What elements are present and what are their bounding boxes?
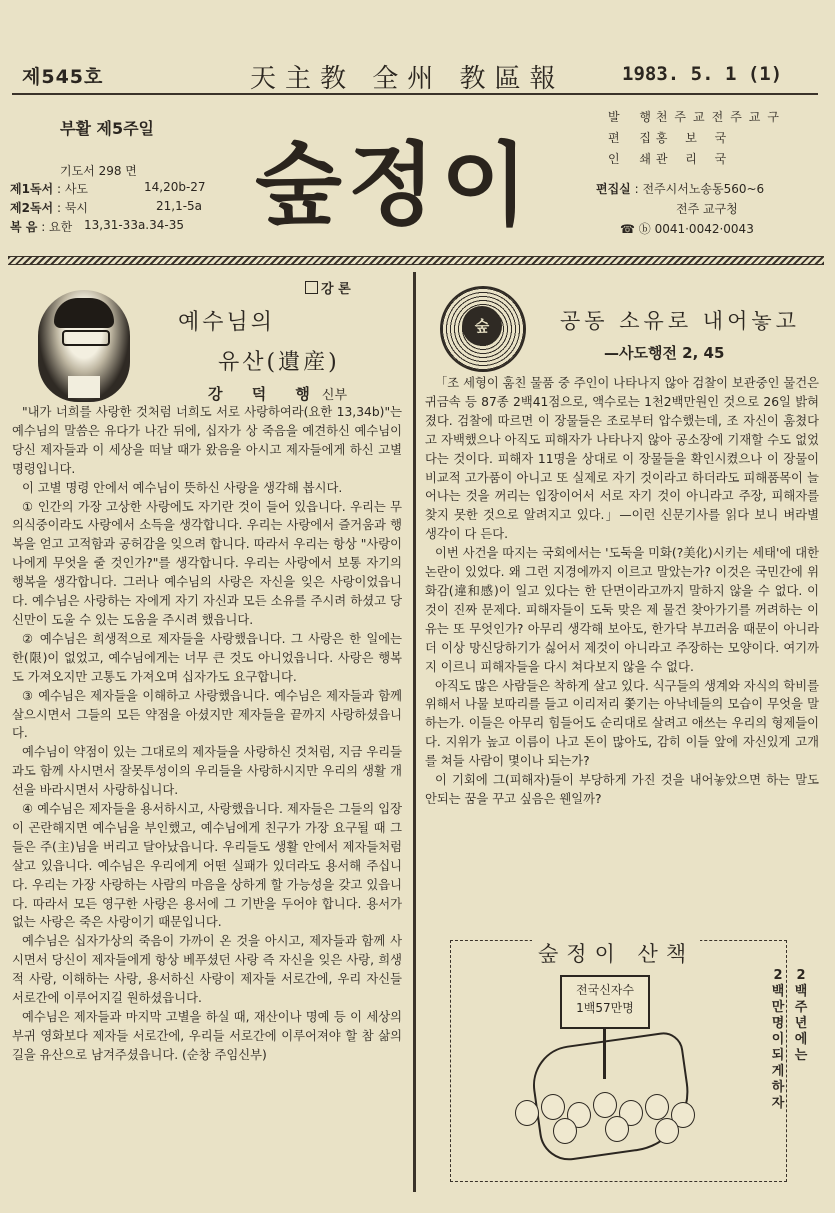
paragraph: 이 고별 명령 안에서 예수님이 뜻하신 사랑을 생각해 봅시다. [22, 480, 343, 495]
publisher-row: 편 집 홍 보 국 [608, 131, 734, 145]
column-title: 공동 소유로 내어놓고 [560, 309, 800, 333]
liturgical-sunday: 부활 제5주일 [60, 119, 154, 138]
editorial-body [12, 403, 402, 1065]
publisher-row: 인 쇄 관 리 국 [608, 152, 734, 166]
editorial-title: 예수님의 [178, 310, 276, 335]
masthead-title: 天主教 全州 教區報 [250, 64, 565, 94]
paragraph: 아직도 많은 사람들은 착하게 살고 있다. 식구들의 생계와 자식의 학비를 위해서 나물 보따리를 들고 이리저리 쫓기는 아낙네들의 모습이 무엇을 말하는가. 이들은 아무리 힘들어도 순리대로 살려고 애쓰는 우리의 형제들이다. 지위가 높고 이름이 나고 돈이 많아도, 감히 이들 앞에 자신있게 고개를 쳐들 사람이 몇이나 되는가? [425, 678, 819, 769]
paragraph: ④ 예수님은 제자들을 용서하시고, 사랑했읍니다. 제자들은 그들의 입장이 곤란해지면 예수님을 부인했고, 예수님에게 친구가 가장 요구될 때 그들은 주(主)님을 버리고 달아났읍니다. 우리들도 생활 안에서 제자들처럼 살고 있읍니다. 예수님은 우리에게 어떤 실패가 있더라도 용서해 주십니다. 우리는 가장 사랑하는 사람의 마음을 상하게 할 가능성을 갖고 있읍니다. 따라서 모든 영구한 사랑은 용서에 그 기반을 두어야 합니다. 용서가 없는 사랑은 죽은 사랑이기 때문입니다. [12, 802, 402, 930]
issue-date: 1983. 5. 1 (1) [622, 63, 783, 85]
reading-row: 제1독서 : 사도 14,20b-27 [10, 180, 206, 196]
section-divider [8, 256, 824, 265]
cartoon-sign: 전국신자수 1백57만명 [560, 975, 650, 1029]
editorial-title-line2: 유산(遺産) [218, 350, 340, 375]
issue-number: 제545호 [22, 66, 104, 88]
reading-row: 복 음 : 요한 13,31-33a.34-35 [10, 218, 184, 234]
section-tag: 강 론 [305, 278, 351, 297]
cartoon-caption: 2백만명이 되게하자 [771, 968, 785, 1111]
publisher-info [608, 108, 786, 171]
column-body [425, 374, 819, 809]
paragraph: 이번 사건을 따지는 국회에서는 '도둑을 미화(?美化)시키는 세태'에 대한 논란이 있었다. 왜 그런 지경에까지 이르고 말았는가? 이것은 국민간에 위화감(違和感)이 일고 있다는 한 단면이라고까지 말하지 않을 수 없다. 이것이 진짜 문제다. 피해자들이 도둑 맞은 제 물건 찾아가기를 꺼려하는 이유는 또 무엇인가? 아무리 생각해 보아도, 한가닥 부끄러움 때문이 아니라 더 이상 망신당하기가 싫어서 제것이 아니라고 주장하는 모양이다. 여기까지 이르니 피해자들을 다시 쳐다보지 않을 수 없다. [425, 546, 819, 674]
column-divider [413, 272, 416, 1192]
paragraph: 이 기회에 그(피해자)들이 부당하게 가진 것을 내어놓았으면 하는 말도 안되는 꿈을 꾸고 싶음은 웬일까? [425, 773, 819, 806]
paragraph: 「조 세형이 훔친 물품 중 주인이 나타나지 않아 검찰이 보관중인 물건은 귀금속 등 87종 2백41점으로, 액수로는 1천2백만원인 것으로 26일 밝혀졌다. 검찰에 따르면 이 장물들은 조로부터 압수했는데, 조 자신이 훔쳤다고 자백했으나 아직도 피해자가 나타나지 않아 공소장에 기재할 수도 없었다는 것이다. 피해자 11명을 상대로 이 장물들을 확인시켰으나 이 장물이 비교적 고가품이 아니고 또 실제로 자기 것이라고 하더라도 피해품목이 늘어나는 것을 꺼리는 입장이어서 서로 자기 것이 아니라고 주장, 피해자를 찾지 못한 것으로 알려지고 있다.」—이런 신문기사를 읽다 보니 벼라별 생각이 다 든다. [425, 376, 819, 542]
paragraph: ① 인간의 가장 고상한 사랑에도 자기란 것이 들어 있읍니다. 우리는 무의식중이라도 사랑에서 소득을 생각합니다. 우리는 사랑에서 즐거움과 행복을 얻고 고적함과 공허감을 잊으려 합니다. 따라서 우리는 항상 "사랑이 나에게 무엇을 줄 것인가?"를 생각합니다. 우리는 사랑에서 보통 자기의 행복을 생각합니다. 그러나 예수님의 사랑은 자신을 잊은 사랑이었읍니다. 예수님은 사랑하는 자에게 자기 자신과 모든 소유를 주시려 하셨고 당신만이 도울 수 있는 도움을 주시려 했읍니다. [12, 499, 402, 627]
phone-number: ☎ ⓑ 0041·0042·0043 [620, 222, 754, 236]
header-rule [12, 93, 818, 95]
newspaper-logo: 숲정이 [255, 133, 534, 238]
paragraph: "내가 너희를 사랑한 것처럼 너희도 서로 사랑하여라(요한 13,34b)"는 예수님의 말씀은 유다가 나간 뒤에, 십자가 상 죽음을 예견하신 예수님이 당신 제자들과 이 세상을 떠날 때가 왔음을 아시고 제자들에게 하신 고별 명령입니다. [12, 405, 402, 476]
crowd-drawing [505, 1080, 715, 1140]
column-subtitle: —사도행전 2, 45 [604, 344, 725, 362]
sign-pole [603, 1029, 606, 1079]
paragraph: ③ 예수님은 제자들을 이해하고 사랑했읍니다. 예수님은 제자들과 함께 살으시면서 그들의 모든 약점을 아셨지만 제자들을 끝까지 사랑하셨읍니다. [12, 688, 402, 741]
cartoon-title: 숲정이 산책 [532, 938, 700, 968]
prayer-book-page: 기도서 298 면 [60, 164, 137, 178]
publisher-row: 발 행 천주교전주교구 [608, 110, 786, 124]
author-photo [38, 290, 130, 402]
paragraph: 예수님은 제자들과 마지막 고별을 하실 때, 재산이나 명예 등 이 세상의 부귀 영화보다 제자들 서로간에, 우리들 서로간에 이루어져야 할 참 삶의 길을 유산으로 남겨주셨읍니다. (순창 주임신부) [12, 1010, 402, 1062]
cartoon-caption: 2백주년에는 [794, 968, 808, 1063]
editorial-office: 편집실 : 전주시서노송동560~6 전주 교구청 ☎ ⓑ 0041·0042·0043 [596, 180, 764, 240]
column-logo: 숲 [440, 286, 526, 372]
paragraph: 예수님이 약점이 있는 그대로의 제자들을 사랑하신 것처럼, 지금 우리들과도 함께 사시면서 잘못투성이의 우리들을 사랑하시지만 우리의 생활 개선을 바라시면서 사랑하십니다. [12, 745, 402, 798]
author-byline: 강 덕 행신부 [208, 385, 348, 403]
paragraph: 예수님은 십자가상의 죽음이 가까이 온 것을 아시고, 제자들과 함께 사시면서 당신이 제자들에게 항상 베푸셨던 사랑 즉 자신을 잊은 사랑, 희생적 사랑, 이해하는 사랑, 용서하신 사랑이 제자들 서로간에, 우리 자신들 서로간에 이루어지길 원하셨읍니다. [12, 934, 402, 1006]
reading-row: 제2독서 : 묵시 21,1-5a [10, 199, 203, 215]
paragraph: ② 예수님은 희생적으로 제자들을 사랑했읍니다. 그 사랑은 한 일에는 한(限)이 없었고, 예수님에게는 너무 큰 것도 아니었읍니다. 사랑은 행복도 가져오지만 고통도 가져오며 십자가도 요구합니다. [12, 631, 402, 684]
